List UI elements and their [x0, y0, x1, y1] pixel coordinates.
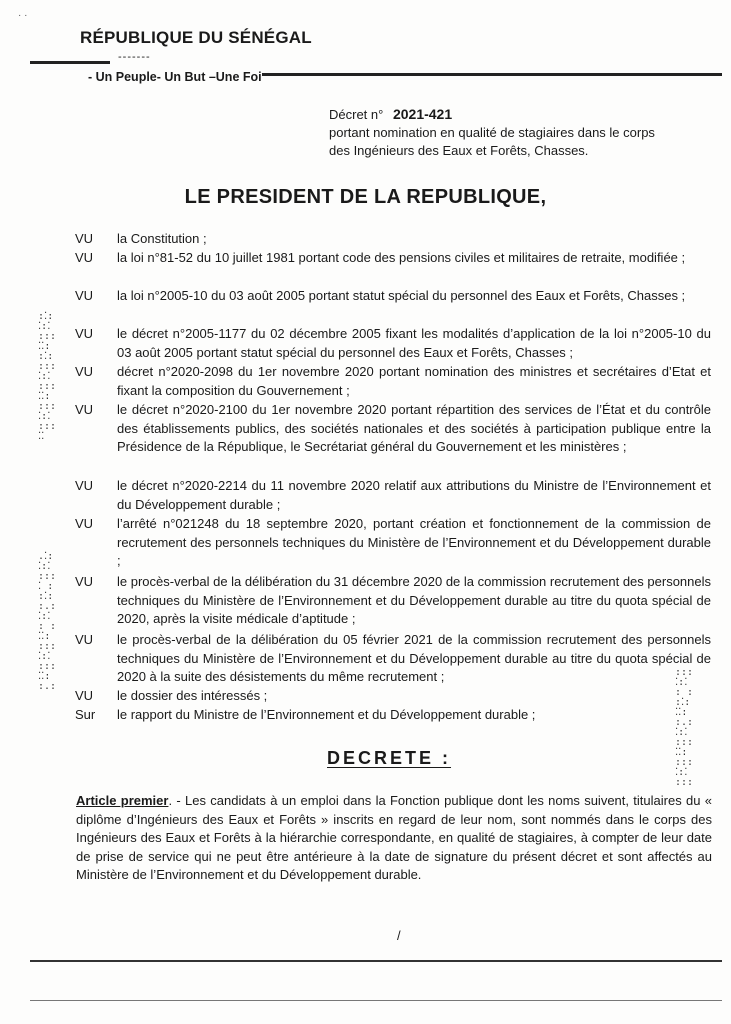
consideration-text: le décret n°2005-1177 du 02 décembre 2005 fixant les modalités d’application de la loi n°2005-10 du 03 août 2005 portant statut spécial du personnel des Eaux et Forêts, Chasses ; — [117, 326, 711, 360]
article-title: Article premier — [76, 793, 169, 808]
article-text: . - Les candidats à un emploi dans la Fonction publique dont les noms suivent, titulaires du « diplôme d’Ingénieurs des Eaux et Forêts » inscrits en regard de leur nom, sont nommés dans le corps des Ingénieurs des Eaux et Forêts à la hiérarchie correspondante, en qualité de stagiaires, à compter de leur date de prise de service qui ne peut être antérieure à la date de signature du présent décret et sont affectés au Ministère de l’Environnement et du Développement durable. — [76, 793, 712, 882]
perforation-stamp-left-bottom: .⁚: ⁚:⁚ ::: ⁚ : :⁚: :.: ⁚:⁚ : : ⁚⁚: ::: ⁚:⁚ ::: ⁚⁚: :.: — [38, 551, 57, 692]
consideration-label: VU — [75, 516, 94, 531]
consideration-text: l’arrêté n°021248 du 18 septembre 2020, portant création et fonctionnement de la commission de recrutement des personnels techniques du Ministère de l’Environnement et du Développement durable ; — [117, 516, 711, 568]
page-mark: / — [397, 928, 401, 943]
consideration-text: décret n°2020-2098 du 1er novembre 2020 portant nomination des ministres et secrétaires d’Etat et fixant la composition du Gouvernement ; — [117, 364, 711, 398]
consideration-label: Sur — [75, 707, 96, 722]
national-motto: - Un Peuple- Un But –Une Foi — [88, 70, 262, 84]
header-rule-right — [262, 73, 722, 76]
republic-title: RÉPUBLIQUE DU SÉNÉGAL — [80, 28, 312, 47]
footer-rule-secondary — [30, 1000, 722, 1001]
consideration-text: le décret n°2020-2214 du 11 novembre 2020 relatif aux attributions du Ministre de l’Environnement et du Développement durable ; — [117, 478, 711, 512]
consideration-text: la loi n°2005-10 du 03 août 2005 portant statut spécial du personnel des Eaux et Forêts, Chasses ; — [117, 288, 686, 303]
consideration-label: VU — [75, 364, 94, 379]
consideration-label: VU — [75, 326, 94, 341]
consideration-label: VU — [75, 250, 94, 265]
consideration-text: le procès-verbal de la délibération du 31 décembre 2020 de la commission recrutement des personnels techniques du Ministère de l’Environnement et du Développement durable au titre du quota spécial de 2020, après la visite médicale d’aptitude ; — [117, 574, 712, 626]
header-rule-left — [30, 61, 110, 64]
consideration-text: le dossier des intéressés ; — [117, 688, 268, 703]
decree-subject-line-1: portant nomination en qualité de stagiaires dans le corps — [329, 125, 655, 140]
decrete-heading: DECRETE : — [327, 748, 452, 768]
consideration-text: le procès-verbal de la délibération du 05 février 2021 de la commission recrutement des personnels techniques du Ministère de l’Environnement et du Développement durable au titre du quota spécial de 2020 à la suite des désistements du même recrutement ; — [117, 632, 711, 684]
footer-rule — [30, 960, 722, 962]
consideration-label: VU — [75, 574, 94, 589]
president-heading: LE PRESIDENT DE LA REPUBLIQUE, — [184, 186, 547, 208]
decree-reference — [329, 105, 655, 160]
header-separator: ------- — [118, 51, 151, 63]
article-premier — [76, 792, 712, 885]
consideration-label: VU — [75, 478, 94, 493]
perforation-stamp-right: ::: ⁚:⁚ : : :⁚: ⁚⁚: :.: ⁚:⁚ ::: ⁚⁚: ::: ⁚:⁚ ::: — [675, 667, 694, 788]
consideration-text: la Constitution ; — [117, 231, 207, 246]
consideration-label: VU — [75, 632, 94, 647]
consideration-text: le décret n°2020-2100 du 1er novembre 2020 portant répartition des services de l’État et du contrôle des établissements publics, des sociétés nationales et des sociétés à participation publique entre la Présidence de la République, le Secrétariat général du Gouvernement et les ministères ; — [117, 402, 711, 454]
scan-artifact-marks: · · — [18, 10, 28, 21]
consideration-text: la loi n°81-52 du 10 juillet 1981 portant code des pensions civiles et militaires de retraite, modifiée ; — [117, 250, 686, 265]
consideration-label: VU — [75, 402, 94, 417]
consideration-label: VU — [75, 288, 94, 303]
decree-number: 2021-421 — [392, 106, 453, 122]
decree-label: Décret n° — [329, 107, 384, 122]
perforation-stamp-left-top: :⁚: ⁚:⁚ ::: ⁚⁚: :⁚: ::: ⁚:⁚ ::: ⁚⁚: ::: ⁚:⁚ ::: ⁚⁚ — [38, 311, 57, 442]
consideration-label: VU — [75, 231, 94, 246]
consideration-label: VU — [75, 688, 94, 703]
decree-subject-line-2: des Ingénieurs des Eaux et Forêts, Chasses. — [329, 143, 589, 158]
consideration-text: le rapport du Ministre de l’Environnement et du Développement durable ; — [117, 707, 536, 722]
